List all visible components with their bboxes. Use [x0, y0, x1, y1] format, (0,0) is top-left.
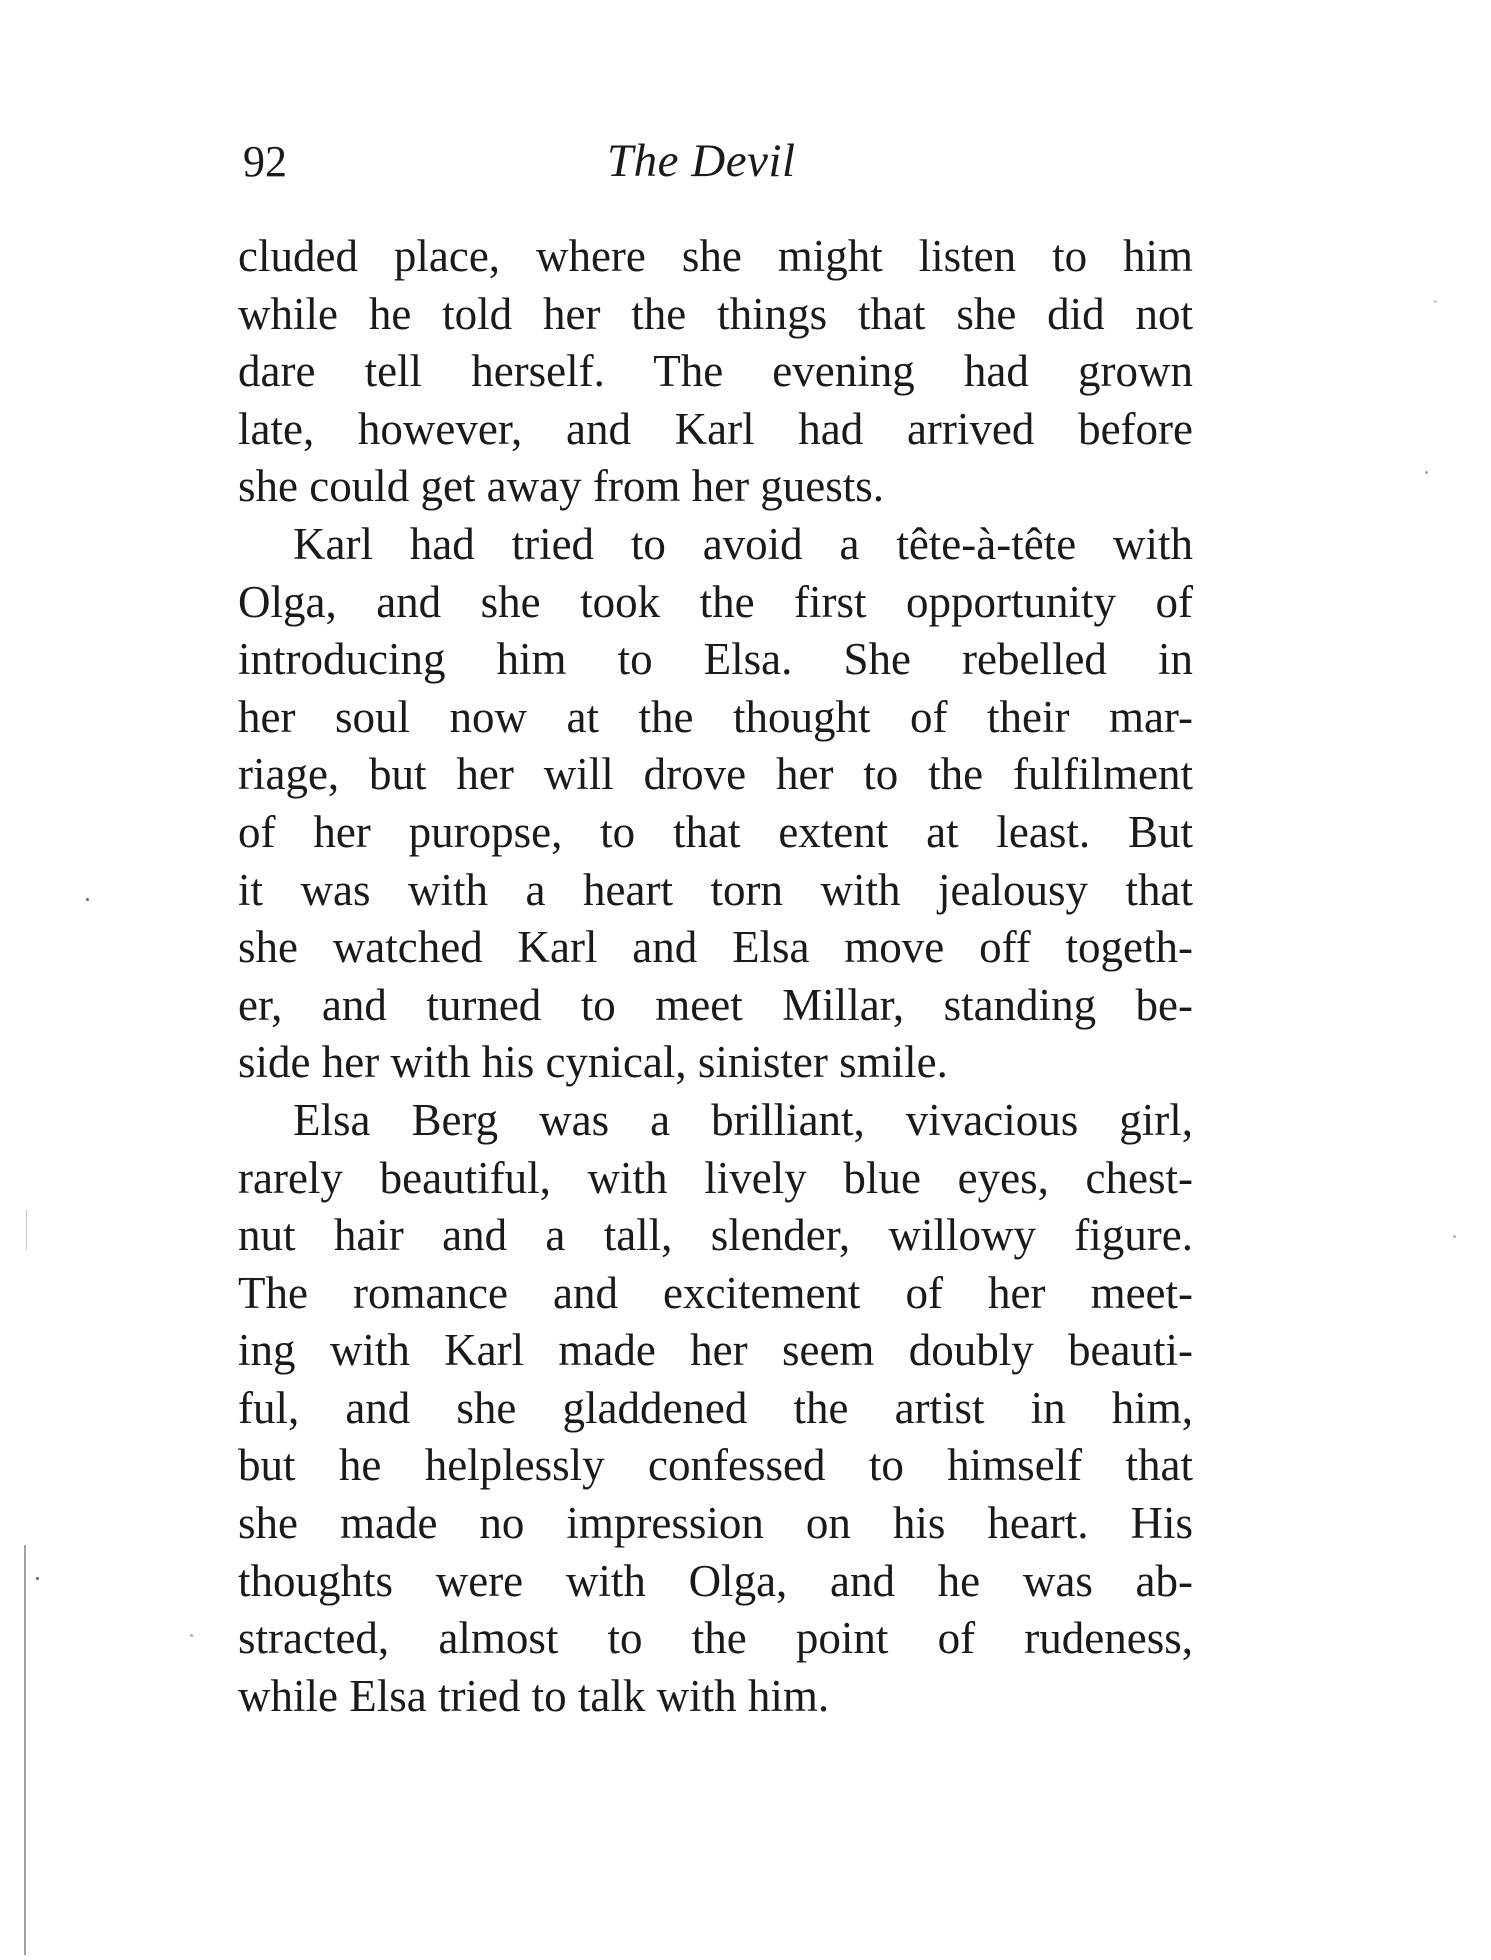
page-header: [237, 132, 1187, 192]
text-line: thoughts were with Olga, and he was ab-: [238, 1555, 1193, 1606]
text-line: ing with Karl made her seem doubly beauti-: [238, 1325, 1193, 1376]
text-line: of her puropse, to that extent at least. But: [238, 806, 1193, 857]
text-line: dare tell herself. The evening had grown: [238, 346, 1193, 397]
text-line: while Elsa tried to talk with him.: [238, 1670, 830, 1721]
text-line: Olga, and she took the first opportunity of: [238, 576, 1193, 627]
text-line: ful, and she gladdened the artist in him,: [238, 1382, 1193, 1433]
scan-speck: [190, 1634, 193, 1637]
text-line: cluded place, where she might listen to him: [238, 231, 1193, 281]
text-line: riage, but her will drove her to the fulfilment: [238, 749, 1193, 800]
text-line: stracted, almost to the point of rudeness,: [238, 1613, 1193, 1664]
scan-speck: [1453, 1235, 1456, 1238]
text-line: nut hair and a tall, slender, willowy figure.: [238, 1210, 1193, 1261]
text-line: introducing him to Elsa. She rebelled in: [238, 634, 1193, 685]
text-line: er, and turned to meet Millar, standing be-: [238, 979, 1193, 1030]
text-line: she watched Karl and Elsa move off togeth-: [238, 922, 1193, 973]
scan-speck: [36, 1577, 39, 1580]
paragraph: [238, 1092, 1193, 1726]
text-line: Elsa Berg was a brilliant, vivacious girl,: [293, 1094, 1193, 1145]
text-line: she made no impression on his heart. His: [238, 1498, 1193, 1549]
text-line: she could get away from her guests.: [238, 461, 885, 512]
text-line: side her with his cynical, sinister smile.: [238, 1037, 948, 1088]
body-text: [238, 228, 1193, 1725]
running-head: The Devil: [607, 135, 796, 187]
paragraph: [238, 516, 1193, 1092]
scan-speck: [1425, 471, 1428, 474]
paragraph: [238, 228, 1193, 516]
scan-speck: [1434, 300, 1437, 303]
text-line: it was with a heart torn with jealousy that: [238, 864, 1193, 915]
text-line: The romance and excitement of her meet-: [238, 1267, 1193, 1318]
text-line: while he told her the things that she did not: [238, 288, 1193, 339]
text-line: her soul now at the thought of their mar-: [238, 691, 1193, 742]
page-number: 92: [243, 137, 287, 186]
scan-artifact-line: [26, 1210, 27, 1250]
text-line: but he helplessly confessed to himself that: [238, 1440, 1193, 1491]
text-line: Karl had tried to avoid a tête-à-tête with: [293, 518, 1193, 569]
scan-artifact-line: [24, 1545, 26, 1955]
scan-speck: [86, 898, 89, 901]
text-line: rarely beautiful, with lively blue eyes, chest-: [238, 1152, 1193, 1203]
text-line: late, however, and Karl had arrived before: [238, 403, 1193, 454]
